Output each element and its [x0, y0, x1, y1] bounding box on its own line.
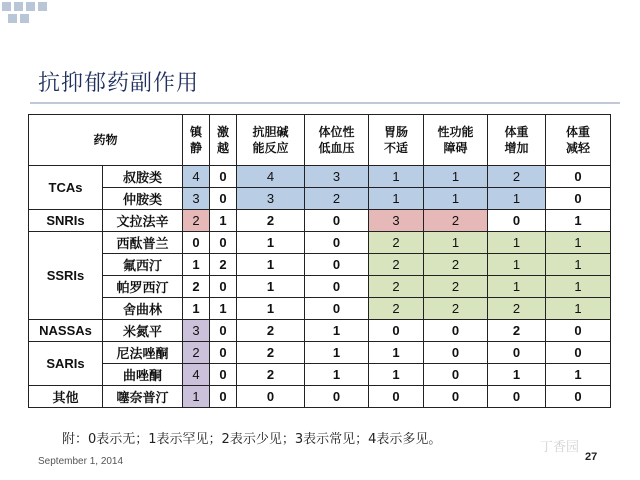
- drug-class: TCAs: [29, 166, 103, 210]
- table-row: [29, 254, 611, 276]
- header-column: 体位性 低血压: [305, 115, 369, 166]
- value-cell: 1: [237, 254, 305, 276]
- drug-name: 帕罗西汀: [103, 276, 183, 298]
- value-cell: 2: [488, 298, 546, 320]
- value-cell: 0: [546, 166, 611, 188]
- value-cell: 0: [424, 342, 488, 364]
- value-cell: 2: [488, 320, 546, 342]
- value-cell: 2: [488, 166, 546, 188]
- value-cell: 1: [369, 166, 424, 188]
- value-cell: 1: [546, 232, 611, 254]
- drug-name: 米氮平: [103, 320, 183, 342]
- value-cell: 0: [424, 364, 488, 386]
- value-cell: 3: [305, 166, 369, 188]
- value-cell: 1: [210, 210, 237, 232]
- value-cell: 2: [237, 342, 305, 364]
- drug-name: 西酞普兰: [103, 232, 183, 254]
- value-cell: 0: [546, 320, 611, 342]
- value-cell: 0: [546, 188, 611, 210]
- value-cell: 0: [210, 320, 237, 342]
- table-row: [29, 166, 611, 188]
- header-column: 激 越: [210, 115, 237, 166]
- value-cell: 1: [237, 276, 305, 298]
- value-cell: 1: [369, 364, 424, 386]
- side-effects-table: [28, 114, 611, 408]
- header-column: 体重 增加: [488, 115, 546, 166]
- header-column: 镇 静: [183, 115, 210, 166]
- value-cell: 0: [305, 386, 369, 408]
- value-cell: 1: [546, 254, 611, 276]
- value-cell: 3: [369, 210, 424, 232]
- value-cell: 0: [369, 386, 424, 408]
- legend-note: 附：0表示无；1表示罕见；2表示少见；3表示常见；4表示多见。: [62, 432, 442, 447]
- drug-name: 氟西汀: [103, 254, 183, 276]
- value-cell: 0: [546, 342, 611, 364]
- value-cell: 0: [424, 320, 488, 342]
- value-cell: 1: [546, 364, 611, 386]
- value-cell: 0: [546, 386, 611, 408]
- value-cell: 1: [369, 342, 424, 364]
- header-column: 胃肠 不适: [369, 115, 424, 166]
- drug-class: SNRIs: [29, 210, 103, 232]
- header-drug: 药物: [29, 115, 183, 166]
- value-cell: 1: [424, 188, 488, 210]
- value-cell: 2: [210, 254, 237, 276]
- value-cell: 3: [183, 320, 210, 342]
- table-row: [29, 188, 611, 210]
- value-cell: 1: [210, 298, 237, 320]
- value-cell: 0: [305, 210, 369, 232]
- table-row: [29, 342, 611, 364]
- corner-decoration: [0, 0, 60, 30]
- value-cell: 0: [305, 254, 369, 276]
- value-cell: 0: [210, 364, 237, 386]
- drug-class: SARIs: [29, 342, 103, 386]
- value-cell: 0: [210, 166, 237, 188]
- slide-date: September 1, 2014: [38, 456, 124, 467]
- drug-name: 舍曲林: [103, 298, 183, 320]
- value-cell: 1: [237, 232, 305, 254]
- header-column: 抗胆碱 能反应: [237, 115, 305, 166]
- value-cell: 0: [237, 386, 305, 408]
- value-cell: 0: [488, 386, 546, 408]
- value-cell: 2: [369, 276, 424, 298]
- drug-name: 噻奈普汀: [103, 386, 183, 408]
- table-row: [29, 386, 611, 408]
- table-row: [29, 232, 611, 254]
- value-cell: 0: [488, 342, 546, 364]
- value-cell: 0: [210, 232, 237, 254]
- value-cell: 1: [305, 320, 369, 342]
- value-cell: 1: [488, 276, 546, 298]
- value-cell: 1: [305, 364, 369, 386]
- value-cell: 2: [424, 298, 488, 320]
- value-cell: 1: [488, 364, 546, 386]
- header-row: [29, 115, 611, 166]
- table-row: [29, 320, 611, 342]
- value-cell: 1: [488, 188, 546, 210]
- table-row: [29, 210, 611, 232]
- value-cell: 0: [424, 386, 488, 408]
- table-row: [29, 276, 611, 298]
- table-row: [29, 364, 611, 386]
- drug-class: NASSAs: [29, 320, 103, 342]
- value-cell: 0: [210, 386, 237, 408]
- value-cell: 1: [237, 298, 305, 320]
- drug-name: 曲唑酮: [103, 364, 183, 386]
- value-cell: 2: [183, 276, 210, 298]
- value-cell: 3: [183, 188, 210, 210]
- value-cell: 2: [183, 210, 210, 232]
- value-cell: 0: [305, 276, 369, 298]
- value-cell: 3: [237, 188, 305, 210]
- value-cell: 1: [183, 386, 210, 408]
- drug-class: SSRIs: [29, 232, 103, 320]
- table-row: [29, 298, 611, 320]
- value-cell: 2: [237, 364, 305, 386]
- value-cell: 2: [183, 342, 210, 364]
- value-cell: 2: [369, 254, 424, 276]
- drug-name: 文拉法辛: [103, 210, 183, 232]
- value-cell: 1: [488, 254, 546, 276]
- value-cell: 0: [210, 188, 237, 210]
- value-cell: 1: [424, 232, 488, 254]
- value-cell: 0: [369, 320, 424, 342]
- value-cell: 0: [305, 298, 369, 320]
- drug-class: 其他: [29, 386, 103, 408]
- value-cell: 2: [237, 320, 305, 342]
- value-cell: 2: [424, 276, 488, 298]
- value-cell: 0: [210, 342, 237, 364]
- value-cell: 1: [183, 254, 210, 276]
- value-cell: 1: [424, 166, 488, 188]
- value-cell: 1: [546, 276, 611, 298]
- value-cell: 4: [183, 364, 210, 386]
- value-cell: 1: [488, 232, 546, 254]
- value-cell: 1: [183, 298, 210, 320]
- slide-title: 抗抑郁药副作用: [38, 71, 200, 96]
- drug-name: 叔胺类: [103, 166, 183, 188]
- value-cell: 1: [546, 298, 611, 320]
- value-cell: 0: [488, 210, 546, 232]
- value-cell: 2: [237, 210, 305, 232]
- title-divider: [30, 102, 620, 104]
- value-cell: 2: [424, 210, 488, 232]
- value-cell: 2: [305, 188, 369, 210]
- value-cell: 0: [183, 232, 210, 254]
- drug-name: 尼法唑酮: [103, 342, 183, 364]
- header-column: 体重 减轻: [546, 115, 611, 166]
- header-column: 性功能 障碍: [424, 115, 488, 166]
- table-body: [29, 166, 611, 408]
- value-cell: 1: [546, 210, 611, 232]
- value-cell: 0: [210, 276, 237, 298]
- watermark-logo: 丁香园: [540, 440, 580, 455]
- value-cell: 4: [237, 166, 305, 188]
- drug-name: 仲胺类: [103, 188, 183, 210]
- value-cell: 4: [183, 166, 210, 188]
- value-cell: 2: [369, 298, 424, 320]
- value-cell: 2: [369, 232, 424, 254]
- value-cell: 2: [424, 254, 488, 276]
- value-cell: 1: [369, 188, 424, 210]
- page-number: 27: [585, 451, 598, 463]
- value-cell: 0: [305, 232, 369, 254]
- value-cell: 1: [305, 342, 369, 364]
